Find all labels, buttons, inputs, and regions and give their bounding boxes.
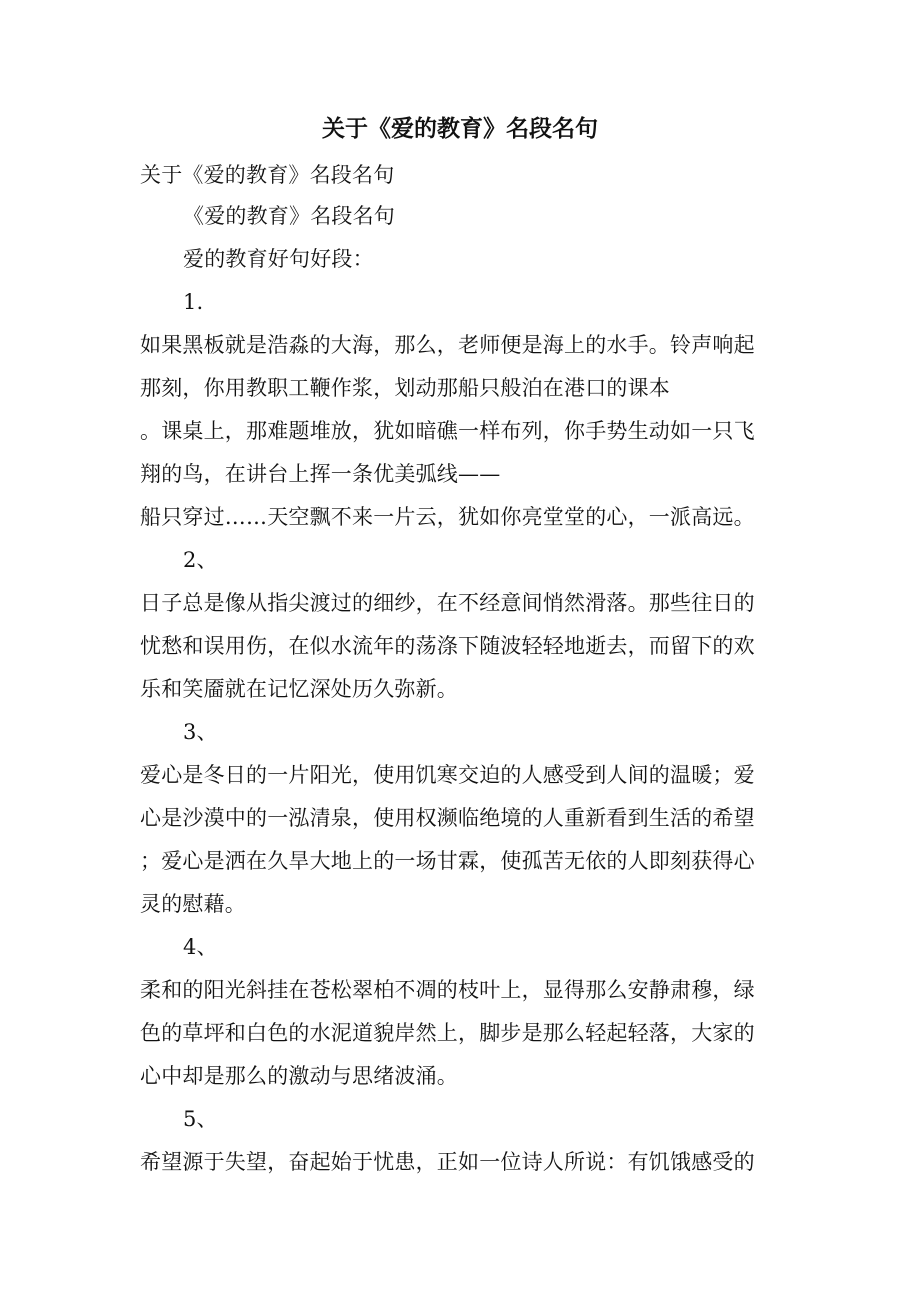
paragraph-line: 心是沙漠中的一泓清泉，使用权濒临绝境的人重新看到生活的希望 — [140, 806, 755, 830]
section-heading: 《爱的教育》名段名句 — [183, 204, 395, 228]
paragraph-line: 那刻，你用教职工鞭作浆，划动那船只般泊在港口的课本 — [140, 376, 670, 400]
paragraph-line: 乐和笑靥就在记忆深处历久弥新。 — [140, 677, 458, 701]
paragraph-line: 希望源于失望，奋起始于忧患，正如一位诗人所说：有饥饿感受的 — [140, 1150, 755, 1174]
paragraph-line: 如果黑板就是浩淼的大海，那么，老师便是海上的水手。铃声响起 — [140, 333, 755, 357]
section-label: 爱的教育好句好段： — [183, 247, 374, 271]
paragraph-line: 色的草坪和白色的水泥道貌岸然上，脚步是那么轻起轻落，大家的 — [140, 1021, 755, 1045]
paragraph-line: ；爱心是洒在久旱大地上的一场甘霖，使孤苦无依的人即刻获得心 — [140, 849, 755, 873]
paragraph-line: 船只穿过……天空飘不来一片云，犹如你亮堂堂的心，一派高远。 — [140, 505, 755, 529]
item-number: 5、 — [183, 1107, 218, 1131]
paragraph-line: 。课桌上，那难题堆放，犹如暗礁一样布列，你手势生动如一只飞 — [140, 419, 755, 443]
item-number: 2、 — [183, 548, 218, 572]
paragraph-line: 心中却是那么的激动与思绪波涌。 — [140, 1064, 458, 1088]
paragraph-line: 灵的慰藉。 — [140, 892, 246, 916]
item-number: 3、 — [183, 720, 218, 744]
document-title: 关于《爱的教育》名段名句 — [322, 115, 598, 142]
item-number: 4、 — [183, 935, 218, 959]
paragraph-line: 翔的鸟，在讲台上挥一条优美弧线—— — [140, 462, 501, 486]
paragraph-line: 日子总是像从指尖渡过的细纱，在不经意间悄然滑落。那些往日的 — [140, 591, 755, 615]
paragraph-line: 爱心是冬日的一片阳光，使用饥寒交迫的人感受到人间的温暖；爱 — [140, 763, 755, 787]
item-number: 1. — [183, 290, 204, 314]
paragraph-line: 忧愁和误用伤，在似水流年的荡涤下随波轻轻地逝去，而留下的欢 — [140, 634, 755, 658]
paragraph-line: 柔和的阳光斜挂在苍松翠柏不凋的枝叶上，显得那么安静肃穆，绿 — [140, 978, 755, 1002]
intro-line: 关于《爱的教育》名段名句 — [140, 163, 395, 187]
